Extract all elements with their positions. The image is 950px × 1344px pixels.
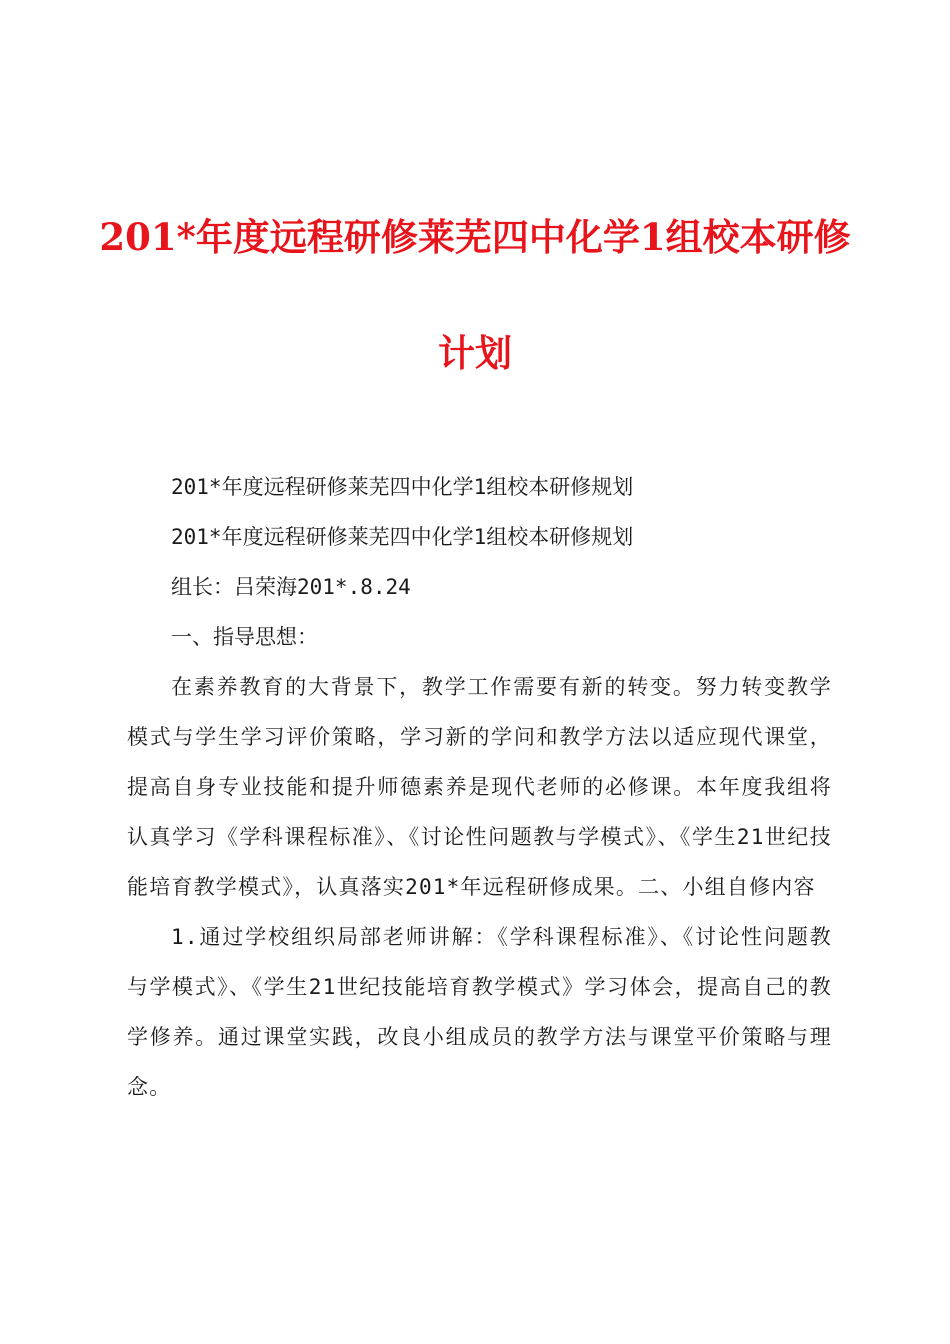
subtitle-line: 201*年度远程研修莱芜四中化学1组校本研修规划	[171, 475, 634, 499]
document-title-line-2: 计划	[438, 331, 512, 375]
section-heading: 一、指导思想：	[171, 625, 318, 649]
subtitle-line: 201*年度远程研修莱芜四中化学1组校本研修规划	[171, 525, 634, 549]
paragraph-self-study-item-1: 1.通过学校组织局部老师讲解：《学科课程标准》、《讨论性问题教与学模式》、《学生21世纪技能培育教学模式》学习体会，提高自己的教学修养。通过课堂实践，改良小组成员的教学方法与课堂平价策略与理念。	[127, 925, 832, 1099]
paragraph-guiding-thought: 在素养教育的大背景下，教学工作需要有新的转变。努力转变教学模式与学生学习评价策略，学习新的学问和教学方法以适应现代课堂，提高自身专业技能和提升师德素养是现代老师的必修课。本年度我组将认真学习《学科课程标准》、《讨论性问题教与学模式》、《学生21世纪技能培育教学模式》，认真落实201*年远程研修成果。二、小组自修内容	[127, 675, 832, 899]
paragraph-block	[127, 662, 832, 1112]
document-title-line-1: 201*年度远程研修莱芜四中化学1组校本研修	[99, 215, 851, 259]
leader-line: 组长：吕荣海201*.8.24	[171, 575, 411, 599]
document-body	[127, 462, 832, 1112]
